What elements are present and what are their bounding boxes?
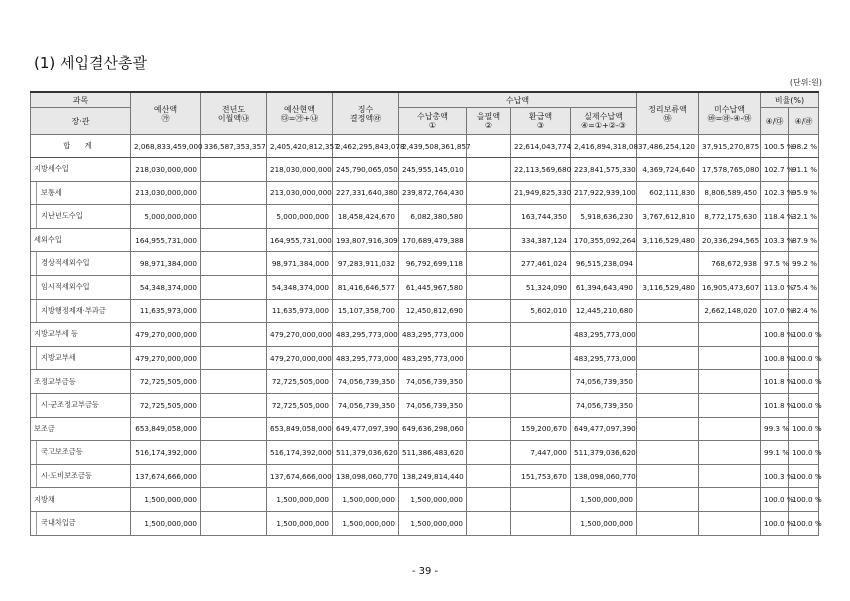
cell-assessed: 15,107,358,700 (333, 299, 399, 323)
cell-reserved (637, 252, 699, 276)
table-row (31, 464, 819, 488)
cell-overpaid (467, 393, 511, 417)
cell-actual-receipt: 649,477,097,390 (571, 417, 637, 441)
cell-unreceived: 16,905,473,607 (699, 275, 761, 299)
cell-ratio2: 87.9 % (789, 228, 819, 252)
cell-ratio1: 101.8 % (761, 393, 789, 417)
cell-ratio1: 118.4 % (761, 205, 789, 229)
cell-actual-receipt: 1,500,000,000 (571, 488, 637, 512)
cell-unreceived: 2,662,148,020 (699, 299, 761, 323)
cell-ratio1: 107.0 % (761, 299, 789, 323)
cell-ratio2: 99.2 % (789, 252, 819, 276)
cell-overpaid (467, 181, 511, 205)
cell-total-receipt: 2,439,508,361,857 (399, 135, 467, 158)
cell-reserved (637, 370, 699, 394)
header-assessed: 징수 결정액㉱ (333, 92, 399, 135)
account-cell (31, 464, 131, 488)
cell-ratio2: 100.0 % (789, 464, 819, 488)
cell-ratio1: 101.8 % (761, 370, 789, 394)
cell-total-receipt: 649,636,298,060 (399, 417, 467, 441)
cell-refund: 22,614,043,774 (511, 135, 571, 158)
cell-refund (511, 323, 571, 347)
cell-overpaid (467, 135, 511, 158)
account-cell (31, 393, 131, 417)
cell-current-budget: 2,405,420,812,357 (267, 135, 333, 158)
account-label: 시·군조정교부금등 (36, 394, 127, 417)
cell-overpaid (467, 205, 511, 229)
cell-assessed: 1,500,000,000 (333, 511, 399, 535)
cell-carryover (201, 323, 267, 347)
cell-budget: 479,270,000,000 (131, 346, 201, 370)
cell-unreceived (699, 488, 761, 512)
cell-current-budget: 479,270,000,000 (267, 346, 333, 370)
cell-reserved: 4,369,724,640 (637, 158, 699, 182)
cell-ratio2: 95.9 % (789, 181, 819, 205)
header-ratio2: ④/㉱ (789, 108, 819, 135)
cell-ratio2: 91.1 % (789, 158, 819, 182)
cell-overpaid (467, 323, 511, 347)
cell-carryover (201, 228, 267, 252)
cell-carryover (201, 441, 267, 465)
cell-total-receipt: 239,872,764,430 (399, 181, 467, 205)
cell-unreceived: 8,772,175,630 (699, 205, 761, 229)
cell-reserved: 3,116,529,480 (637, 275, 699, 299)
header-refund: 환급액 ③ (511, 108, 571, 135)
cell-actual-receipt: 2,416,894,318,083 (571, 135, 637, 158)
cell-budget: 11,635,973,000 (131, 299, 201, 323)
cell-ratio1: 103.3 % (761, 228, 789, 252)
cell-assessed: 2,462,295,843,078 (333, 135, 399, 158)
account-label: 지난년도수입 (36, 205, 127, 228)
cell-unreceived (699, 370, 761, 394)
cell-ratio1: 100.5 % (761, 135, 789, 158)
cell-assessed: 138,098,060,770 (333, 464, 399, 488)
account-cell (31, 370, 131, 394)
cell-actual-receipt: 74,056,739,350 (571, 393, 637, 417)
cell-budget: 98,971,384,000 (131, 252, 201, 276)
header-ratio1: ④/㉰ (761, 108, 789, 135)
header-overpaid: 을필액 ② (467, 108, 511, 135)
table-row (31, 441, 819, 465)
cell-refund (511, 511, 571, 535)
cell-unreceived (699, 441, 761, 465)
cell-assessed: 1,500,000,000 (333, 488, 399, 512)
account-label: 국고보조금등 (36, 441, 127, 464)
table-row (31, 417, 819, 441)
header-current-budget: 예산현액 ㉰=㉮+㉯ (267, 92, 333, 135)
cell-total-receipt: 483,295,773,000 (399, 323, 467, 347)
account-cell (31, 275, 131, 299)
cell-total-receipt: 61,445,967,580 (399, 275, 467, 299)
account-cell (31, 181, 131, 205)
cell-reserved (637, 441, 699, 465)
cell-refund: 277,461,024 (511, 252, 571, 276)
cell-reserved (637, 488, 699, 512)
cell-current-budget: 653,849,058,000 (267, 417, 333, 441)
revenue-settlement-table (30, 91, 822, 536)
cell-budget: 5,000,000,000 (131, 205, 201, 229)
cell-ratio2: 100.0 % (789, 441, 819, 465)
cell-ratio1: 99.3 % (761, 417, 789, 441)
cell-budget: 653,849,058,000 (131, 417, 201, 441)
table-row (31, 158, 819, 182)
cell-reserved: 3,767,612,810 (637, 205, 699, 229)
header-ratio-group: 비율(%) (761, 92, 819, 108)
header-carryover: 전년도 이월액㉯ (201, 92, 267, 135)
table-row (31, 252, 819, 276)
cell-actual-receipt: 223,841,575,330 (571, 158, 637, 182)
cell-assessed: 97,283,911,032 (333, 252, 399, 276)
cell-overpaid (467, 511, 511, 535)
cell-reserved (637, 417, 699, 441)
cell-unreceived (699, 464, 761, 488)
cell-reserved (637, 323, 699, 347)
cell-refund: 163,744,350 (511, 205, 571, 229)
cell-assessed: 74,056,739,350 (333, 393, 399, 417)
cell-actual-receipt: 61,394,643,490 (571, 275, 637, 299)
cell-carryover (201, 488, 267, 512)
cell-assessed: 245,790,065,050 (333, 158, 399, 182)
cell-current-budget: 213,030,000,000 (267, 181, 333, 205)
cell-ratio1: 100.0 % (761, 511, 789, 535)
cell-current-budget: 1,500,000,000 (267, 511, 333, 535)
cell-budget: 516,174,392,000 (131, 441, 201, 465)
cell-reserved: 7,486,254,120 (637, 135, 699, 158)
cell-assessed: 193,807,916,309 (333, 228, 399, 252)
cell-ratio1: 97.5 % (761, 252, 789, 276)
cell-overpaid (467, 370, 511, 394)
table-row (31, 275, 819, 299)
cell-budget: 1,500,000,000 (131, 488, 201, 512)
cell-carryover (201, 275, 267, 299)
cell-current-budget: 164,955,731,000 (267, 228, 333, 252)
cell-carryover: 336,587,353,357 (201, 135, 267, 158)
table-row (31, 323, 819, 347)
cell-total-receipt: 1,500,000,000 (399, 511, 467, 535)
account-cell (31, 441, 131, 465)
cell-reserved (637, 393, 699, 417)
account-cell (31, 158, 131, 182)
cell-refund: 22,113,569,680 (511, 158, 571, 182)
cell-overpaid (467, 441, 511, 465)
cell-current-budget: 54,348,374,000 (267, 275, 333, 299)
cell-budget: 213,030,000,000 (131, 181, 201, 205)
table-row (31, 488, 819, 512)
grand-total-label: 합 계 (31, 135, 131, 158)
table-row (31, 299, 819, 323)
cell-actual-receipt: 217,922,939,100 (571, 181, 637, 205)
cell-current-budget: 11,635,973,000 (267, 299, 333, 323)
account-label: 지방교부세 등 (34, 329, 78, 339)
header-unreceived: 미수납액 ㉳=㉱-④-㉲ (699, 92, 761, 135)
account-label: 세외수입 (34, 235, 62, 245)
cell-carryover (201, 511, 267, 535)
cell-reserved: 3,116,529,480 (637, 228, 699, 252)
cell-actual-receipt: 74,056,739,350 (571, 370, 637, 394)
account-label: 국내차입금 (36, 512, 127, 535)
cell-budget: 164,955,731,000 (131, 228, 201, 252)
cell-unreceived (699, 323, 761, 347)
cell-refund: 334,387,124 (511, 228, 571, 252)
cell-current-budget: 137,674,666,000 (267, 464, 333, 488)
cell-total-receipt: 74,056,739,350 (399, 393, 467, 417)
cell-ratio2: 82.4 % (789, 299, 819, 323)
cell-carryover (201, 393, 267, 417)
cell-total-receipt: 96,792,699,118 (399, 252, 467, 276)
cell-assessed: 649,477,097,390 (333, 417, 399, 441)
account-label: 지방교부세 (36, 347, 127, 370)
cell-carryover (201, 205, 267, 229)
cell-reserved (637, 511, 699, 535)
cell-carryover (201, 181, 267, 205)
cell-total-receipt: 245,955,145,010 (399, 158, 467, 182)
cell-refund: 151,753,670 (511, 464, 571, 488)
table-row (31, 181, 819, 205)
header-receipt-group: 수납액 (399, 92, 637, 108)
cell-ratio2: 75.4 % (789, 275, 819, 299)
cell-refund: 159,200,670 (511, 417, 571, 441)
table-row (31, 346, 819, 370)
account-label: 지방행정제재·부과금 (36, 300, 127, 323)
cell-current-budget: 479,270,000,000 (267, 323, 333, 347)
cell-ratio2: 100.0 % (789, 346, 819, 370)
cell-budget: 2,068,833,459,000 (131, 135, 201, 158)
table-row (31, 228, 819, 252)
page-title: (1) 세입결산총괄 (34, 54, 147, 72)
cell-overpaid (467, 299, 511, 323)
account-cell (31, 252, 131, 276)
account-cell (31, 488, 131, 512)
cell-total-receipt: 74,056,739,350 (399, 370, 467, 394)
cell-unreceived (699, 511, 761, 535)
account-label: 임시적세외수입 (36, 276, 127, 299)
cell-assessed: 18,458,424,670 (333, 205, 399, 229)
cell-total-receipt: 483,295,773,000 (399, 346, 467, 370)
account-label: 조정교부금등 (34, 376, 76, 386)
account-label: 시·도비보조금등 (36, 465, 127, 488)
account-cell (31, 299, 131, 323)
cell-reserved (637, 346, 699, 370)
cell-overpaid (467, 346, 511, 370)
account-label: 보통세 (36, 182, 127, 205)
cell-carryover (201, 370, 267, 394)
header-budget: 예산액 ㉮ (131, 92, 201, 135)
header-subject: 과목 (31, 92, 131, 108)
cell-ratio1: 100.0 % (761, 488, 789, 512)
cell-actual-receipt: 170,355,092,264 (571, 228, 637, 252)
account-label: 지방세수입 (34, 164, 69, 174)
cell-current-budget: 98,971,384,000 (267, 252, 333, 276)
cell-unreceived: 37,915,270,875 (699, 135, 761, 158)
cell-overpaid (467, 417, 511, 441)
header-actual-receipt: 실제수납액 ④=①+②-③ (571, 108, 637, 135)
cell-refund: 5,602,010 (511, 299, 571, 323)
header-subject-sub: 장·관 (31, 108, 131, 135)
cell-actual-receipt: 483,295,773,000 (571, 346, 637, 370)
cell-carryover (201, 417, 267, 441)
cell-budget: 479,270,000,000 (131, 323, 201, 347)
account-label: 경상적세외수입 (36, 252, 127, 275)
cell-ratio2: 100.0 % (789, 511, 819, 535)
header-reserved: 정리보류액 ㉲ (637, 92, 699, 135)
cell-budget: 137,674,666,000 (131, 464, 201, 488)
cell-refund: 51,324,090 (511, 275, 571, 299)
cell-total-receipt: 170,689,479,388 (399, 228, 467, 252)
cell-unreceived: 20,336,294,565 (699, 228, 761, 252)
cell-budget: 72,725,505,000 (131, 393, 201, 417)
account-cell (31, 417, 131, 441)
cell-ratio1: 100.8 % (761, 346, 789, 370)
cell-actual-receipt: 511,379,036,620 (571, 441, 637, 465)
cell-total-receipt: 12,450,812,690 (399, 299, 467, 323)
cell-carryover (201, 158, 267, 182)
cell-unreceived: 768,672,938 (699, 252, 761, 276)
cell-ratio2: 32.1 % (789, 205, 819, 229)
cell-overpaid (467, 275, 511, 299)
cell-current-budget: 218,030,000,000 (267, 158, 333, 182)
account-label: 지방채 (34, 494, 55, 504)
account-label: 보조금 (34, 423, 55, 433)
cell-total-receipt: 1,500,000,000 (399, 488, 467, 512)
cell-refund: 21,949,825,330 (511, 181, 571, 205)
cell-unreceived (699, 393, 761, 417)
cell-actual-receipt: 1,500,000,000 (571, 511, 637, 535)
cell-budget: 218,030,000,000 (131, 158, 201, 182)
cell-ratio2: 100.0 % (789, 488, 819, 512)
cell-actual-receipt: 138,098,060,770 (571, 464, 637, 488)
table-row (31, 511, 819, 535)
cell-carryover (201, 464, 267, 488)
cell-reserved: 602,111,830 (637, 181, 699, 205)
cell-assessed: 227,331,640,380 (333, 181, 399, 205)
cell-refund (511, 488, 571, 512)
cell-ratio2: 100.0 % (789, 370, 819, 394)
cell-current-budget: 72,725,505,000 (267, 393, 333, 417)
cell-unreceived: 17,578,765,080 (699, 158, 761, 182)
cell-ratio2: 100.0 % (789, 417, 819, 441)
grand-total-row (31, 135, 819, 158)
cell-reserved (637, 299, 699, 323)
cell-overpaid (467, 228, 511, 252)
cell-ratio2: 98.2 % (789, 135, 819, 158)
cell-unreceived (699, 346, 761, 370)
cell-overpaid (467, 464, 511, 488)
cell-reserved (637, 464, 699, 488)
cell-unreceived (699, 417, 761, 441)
cell-ratio2: 100.0 % (789, 323, 819, 347)
account-cell (31, 511, 131, 535)
cell-total-receipt: 511,386,483,620 (399, 441, 467, 465)
cell-ratio1: 102.7 % (761, 158, 789, 182)
table-row (31, 205, 819, 229)
cell-assessed: 483,295,773,000 (333, 323, 399, 347)
cell-ratio1: 99.1 % (761, 441, 789, 465)
page-number: - 39 - (411, 566, 439, 577)
account-cell (31, 228, 131, 252)
cell-assessed: 81,416,646,577 (333, 275, 399, 299)
cell-budget: 54,348,374,000 (131, 275, 201, 299)
cell-ratio1: 100.3 % (761, 464, 789, 488)
cell-refund (511, 393, 571, 417)
cell-actual-receipt: 96,515,238,094 (571, 252, 637, 276)
cell-unreceived: 8,806,589,450 (699, 181, 761, 205)
cell-overpaid (467, 252, 511, 276)
cell-overpaid (467, 158, 511, 182)
cell-current-budget: 72,725,505,000 (267, 370, 333, 394)
table-row (31, 393, 819, 417)
cell-ratio1: 102.3 % (761, 181, 789, 205)
cell-overpaid (467, 488, 511, 512)
cell-ratio1: 100.8 % (761, 323, 789, 347)
cell-budget: 1,500,000,000 (131, 511, 201, 535)
cell-current-budget: 516,174,392,000 (267, 441, 333, 465)
cell-assessed: 74,056,739,350 (333, 370, 399, 394)
cell-ratio2: 100.0 % (789, 393, 819, 417)
cell-carryover (201, 346, 267, 370)
header-total-receipt: 수납총액 ① (399, 108, 467, 135)
cell-budget: 72,725,505,000 (131, 370, 201, 394)
cell-actual-receipt: 12,445,210,680 (571, 299, 637, 323)
cell-assessed: 483,295,773,000 (333, 346, 399, 370)
table-row (31, 370, 819, 394)
cell-carryover (201, 252, 267, 276)
account-cell (31, 346, 131, 370)
cell-refund (511, 370, 571, 394)
account-cell (31, 205, 131, 229)
cell-assessed: 511,379,036,620 (333, 441, 399, 465)
cell-ratio1: 113.0 % (761, 275, 789, 299)
cell-total-receipt: 6,082,380,580 (399, 205, 467, 229)
cell-carryover (201, 299, 267, 323)
cell-refund (511, 346, 571, 370)
unit-label: (단위:원) (789, 78, 822, 87)
account-cell (31, 323, 131, 347)
cell-actual-receipt: 5,918,636,230 (571, 205, 637, 229)
cell-current-budget: 1,500,000,000 (267, 488, 333, 512)
cell-refund: 7,447,000 (511, 441, 571, 465)
cell-total-receipt: 138,249,814,440 (399, 464, 467, 488)
cell-actual-receipt: 483,295,773,000 (571, 323, 637, 347)
cell-current-budget: 5,000,000,000 (267, 205, 333, 229)
